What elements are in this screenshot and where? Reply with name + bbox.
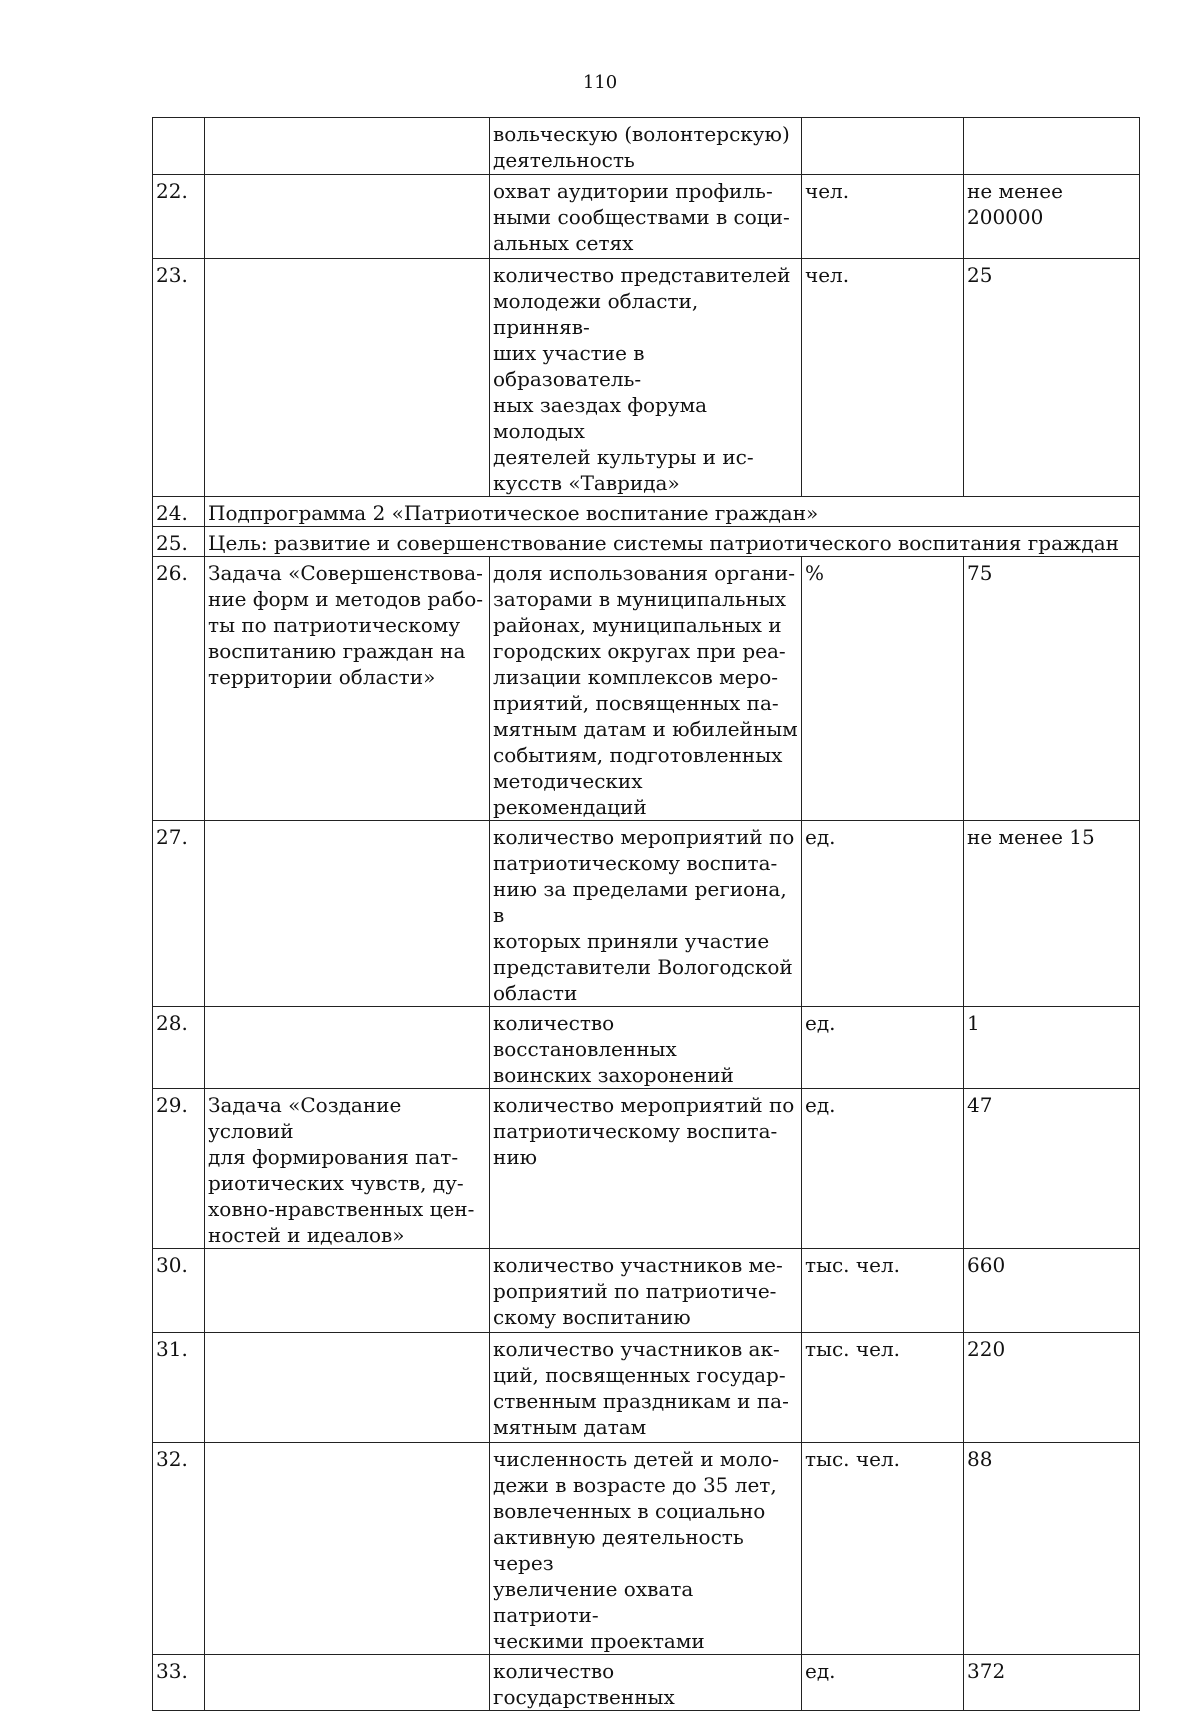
table-row	[153, 527, 1140, 557]
unit-cell: чел.	[802, 175, 964, 259]
table-row	[153, 1249, 1140, 1333]
row-number-cell: 29.	[153, 1089, 205, 1249]
indicator-cell: количество восстановленных воинских захоронений	[490, 1007, 802, 1089]
task-cell	[205, 1333, 490, 1443]
value-cell: 1	[964, 1007, 1140, 1089]
unit-cell: тыс. чел.	[802, 1333, 964, 1443]
table-row	[153, 118, 1140, 175]
table-row	[153, 259, 1140, 497]
task-cell	[205, 175, 490, 259]
row-number-cell: 31.	[153, 1333, 205, 1443]
row-number-cell: 28.	[153, 1007, 205, 1089]
section-heading-cell: Цель: развитие и совершенствование системы патриотического воспитания граждан	[205, 527, 1140, 557]
task-cell: Задача «Создание условий для формирования пат- риотических чувств, ду- ховно-нравственных цен- ностей и идеалов»	[205, 1089, 490, 1249]
row-number-cell: 22.	[153, 175, 205, 259]
task-cell	[205, 259, 490, 497]
table-row	[153, 175, 1140, 259]
row-number-cell: 24.	[153, 497, 205, 527]
indicator-cell: доля использования органи- заторами в муниципальных районах, муниципальных и городских округах при реа- лизации комплексов меро- приятий, посвященных па- мятным датам и юбилейным событиям, подготовленных методических рекомендаций	[490, 557, 802, 821]
task-cell	[205, 1249, 490, 1333]
value-cell: не менее 15	[964, 821, 1140, 1007]
value-cell: 25	[964, 259, 1140, 497]
task-cell	[205, 118, 490, 175]
indicator-cell: количество участников ак- ций, посвященных государ- ственным праздникам и па- мятным датам	[490, 1333, 802, 1443]
unit-cell: %	[802, 557, 964, 821]
indicator-cell: количество мероприятий по патриотическому воспита- нию за пределами региона, в которых приняли участие представители Вологодской области	[490, 821, 802, 1007]
indicator-cell: количество государственных	[490, 1655, 802, 1711]
table-body	[153, 118, 1140, 1711]
page-number: 110	[582, 72, 618, 93]
unit-cell: тыс. чел.	[802, 1249, 964, 1333]
task-cell	[205, 1443, 490, 1655]
indicator-cell: охват аудитории профиль- ными сообществами в соци- альных сетях	[490, 175, 802, 259]
unit-cell: ед.	[802, 1007, 964, 1089]
table-row	[153, 1089, 1140, 1249]
row-number-cell: 30.	[153, 1249, 205, 1333]
unit-cell: ед.	[802, 821, 964, 1007]
table-row	[153, 497, 1140, 527]
value-cell: 660	[964, 1249, 1140, 1333]
value-cell: не менее 200000	[964, 175, 1140, 259]
row-number-cell: 25.	[153, 527, 205, 557]
indicator-cell: вольческую (волонтерскую) деятельность	[490, 118, 802, 175]
table-row	[153, 1007, 1140, 1089]
row-number-cell: 33.	[153, 1655, 205, 1711]
unit-cell	[802, 118, 964, 175]
indicator-cell: количество мероприятий по патриотическому воспита- нию	[490, 1089, 802, 1249]
table-row	[153, 1443, 1140, 1655]
task-cell	[205, 821, 490, 1007]
value-cell: 75	[964, 557, 1140, 821]
indicator-cell: количество участников ме- роприятий по патриотиче- скому воспитанию	[490, 1249, 802, 1333]
table-row	[153, 821, 1140, 1007]
indicator-cell: численность детей и моло- дежи в возрасте до 35 лет, вовлеченных в социально активную деятельность через увеличение охвата патриоти- ческими проектами	[490, 1443, 802, 1655]
row-number-cell	[153, 118, 205, 175]
row-number-cell: 26.	[153, 557, 205, 821]
table-row	[153, 1333, 1140, 1443]
table-row	[153, 557, 1140, 821]
row-number-cell: 32.	[153, 1443, 205, 1655]
task-cell: Задача «Совершенствова- ние форм и методов рабо- ты по патриотическому воспитанию граждан на территории области»	[205, 557, 490, 821]
section-heading-cell: Подпрограмма 2 «Патриотическое воспитание граждан»	[205, 497, 1140, 527]
value-cell: 88	[964, 1443, 1140, 1655]
table-row	[153, 1655, 1140, 1711]
value-cell: 372	[964, 1655, 1140, 1711]
unit-cell: тыс. чел.	[802, 1443, 964, 1655]
unit-cell: чел.	[802, 259, 964, 497]
value-cell	[964, 118, 1140, 175]
unit-cell: ед.	[802, 1089, 964, 1249]
row-number-cell: 23.	[153, 259, 205, 497]
row-number-cell: 27.	[153, 821, 205, 1007]
indicator-cell: количество представителей молодежи области, принняв- ших участие в образователь- ных заездах форума молодых деятелей культуры и ис- кусств «Таврида»	[490, 259, 802, 497]
value-cell: 47	[964, 1089, 1140, 1249]
indicators-table	[152, 117, 1140, 1711]
task-cell	[205, 1007, 490, 1089]
value-cell: 220	[964, 1333, 1140, 1443]
task-cell	[205, 1655, 490, 1711]
unit-cell: ед.	[802, 1655, 964, 1711]
